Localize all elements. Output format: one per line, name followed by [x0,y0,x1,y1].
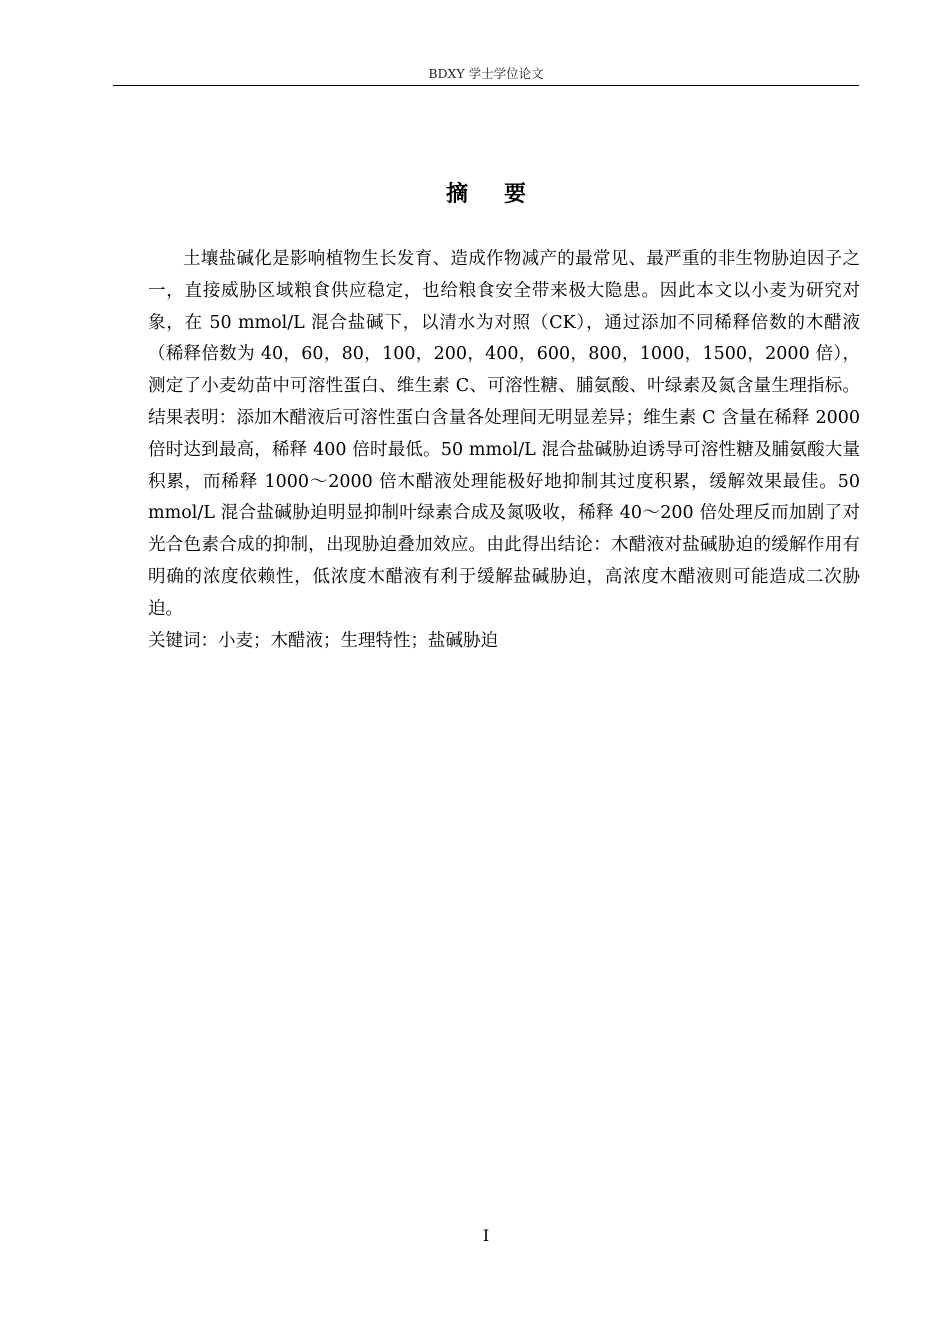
header-rule [113,85,859,86]
page-number: I [482,1226,490,1245]
keywords-line: 关键词：小麦；木醋液；生理特性；盐碱胁迫 [148,631,498,651]
abstract-body: 土壤盐碱化是影响植物生长发育、造成作物减产的最常见、最严重的非生物胁迫因子之一，直接威胁区域粮食供应稳定，也给粮食安全带来极大隐患。因此本文以小麦为研究对象，在 50 mmol/L 混合盐碱下，以清水为对照（CK），通过添加不同稀释倍数的木醋液（稀释倍数为 40，60，80，100，200，400，600，800，1000，1500，2000 倍），测定了小麦幼苗中可溶性蛋白、维生素 C、可溶性糖、脯氨酸、叶绿素及氮含量生理指标。结果表明：添加木醋液后可溶性蛋白含量各处理间无明显差异；维生素 C 含量在稀释 2000 倍时达到最高，稀释 400 倍时最低。50 mmol/L 混合盐碱胁迫诱导可溶性糖及脯氨酸大量积累，而稀释 1000～2000 倍木醋液处理能极好地抑制其过度积累，缓解效果最佳。50 mmol/L 混合盐碱胁迫明显抑制叶绿素合成及氮吸收，稀释 40～200 倍处理反而加剧了对光合色素合成的抑制，出现胁迫叠加效应。由此得出结论：木醋液对盐碱胁迫的缓解作用有明确的浓度依赖性，低浓度木醋液有利于缓解盐碱胁迫，高浓度木醋液则可能造成二次胁迫。 [148,249,860,619]
running-header: BDXY 学士学位论文 [428,66,544,81]
abstract-title: 摘要 [445,182,562,207]
